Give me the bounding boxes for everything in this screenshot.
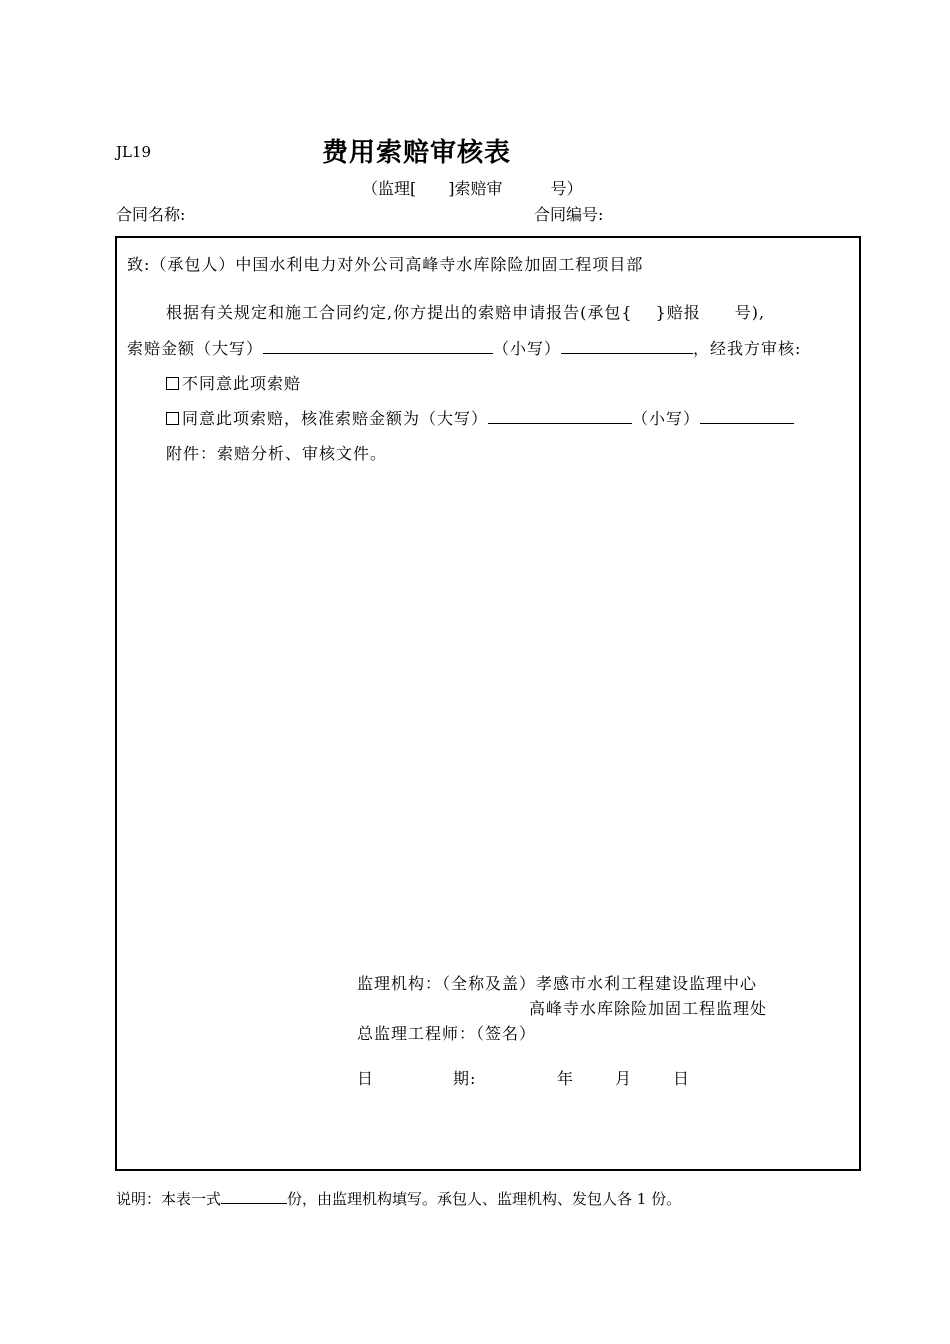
review-text: ，经我方审核:	[693, 339, 802, 358]
subtitle-number: （监理[ ]索赔审 号）	[362, 179, 583, 198]
amount-capital-label: 索赔金额（大写）	[127, 339, 264, 358]
date-year: 年	[557, 1069, 575, 1088]
date-label-period: 期:	[453, 1069, 477, 1088]
attachment-note: 附件：索赔分析、审核文件。	[166, 444, 388, 463]
date-label-day: 日	[357, 1069, 375, 1088]
amount-numeric-blank[interactable]	[561, 338, 693, 354]
reject-checkbox[interactable]	[166, 377, 179, 390]
supervision-org: 监理机构：（全称及盖）孝感市水利工程建设监理中心	[357, 974, 758, 993]
approve-checkbox[interactable]	[166, 412, 179, 425]
approved-numeric-label: （小写）	[632, 409, 701, 428]
amount-numeric-label: （小写）	[493, 339, 562, 358]
chief-engineer-signature: 总监理工程师：（签名）	[357, 1024, 537, 1043]
footer-note-suffix: 份，由监理机构填写。承包人、监理机构、发包人各 1 份。	[287, 1190, 682, 1208]
footer-note	[116, 1188, 681, 1209]
date-month: 月	[615, 1069, 633, 1088]
paragraph-2	[127, 336, 801, 359]
form-box	[115, 236, 861, 1171]
contract-name-label: 合同名称:	[116, 205, 186, 224]
page-title: 费用索赔审核表	[322, 138, 512, 168]
approved-capital-blank[interactable]	[488, 408, 632, 424]
option-reject	[166, 371, 301, 394]
copies-blank[interactable]	[221, 1190, 287, 1204]
amount-capital-blank[interactable]	[263, 338, 493, 354]
approved-numeric-blank[interactable]	[700, 408, 794, 424]
supervision-org-line2: 高峰寺水库除险加固工程监理处	[529, 999, 768, 1018]
approved-amount-label: 同意此项索赔，核准索赔金额为（大写）	[182, 409, 489, 428]
addressee: 致:（承包人）中国水利电力对外公司高峰寺水库除险加固工程项目部	[127, 255, 644, 274]
option-reject-label: 不同意此项索赔	[182, 374, 302, 393]
footer-note-prefix: 说明：本表一式	[116, 1190, 222, 1208]
date-day: 日	[673, 1069, 691, 1088]
contract-number-label: 合同编号:	[534, 205, 604, 224]
paragraph-1: 根据有关规定和施工合同约定,你方提出的索赔申请报告(承包{ }赔报 号),	[166, 303, 766, 322]
option-approve	[166, 406, 794, 429]
document-code: JL19	[116, 143, 152, 161]
